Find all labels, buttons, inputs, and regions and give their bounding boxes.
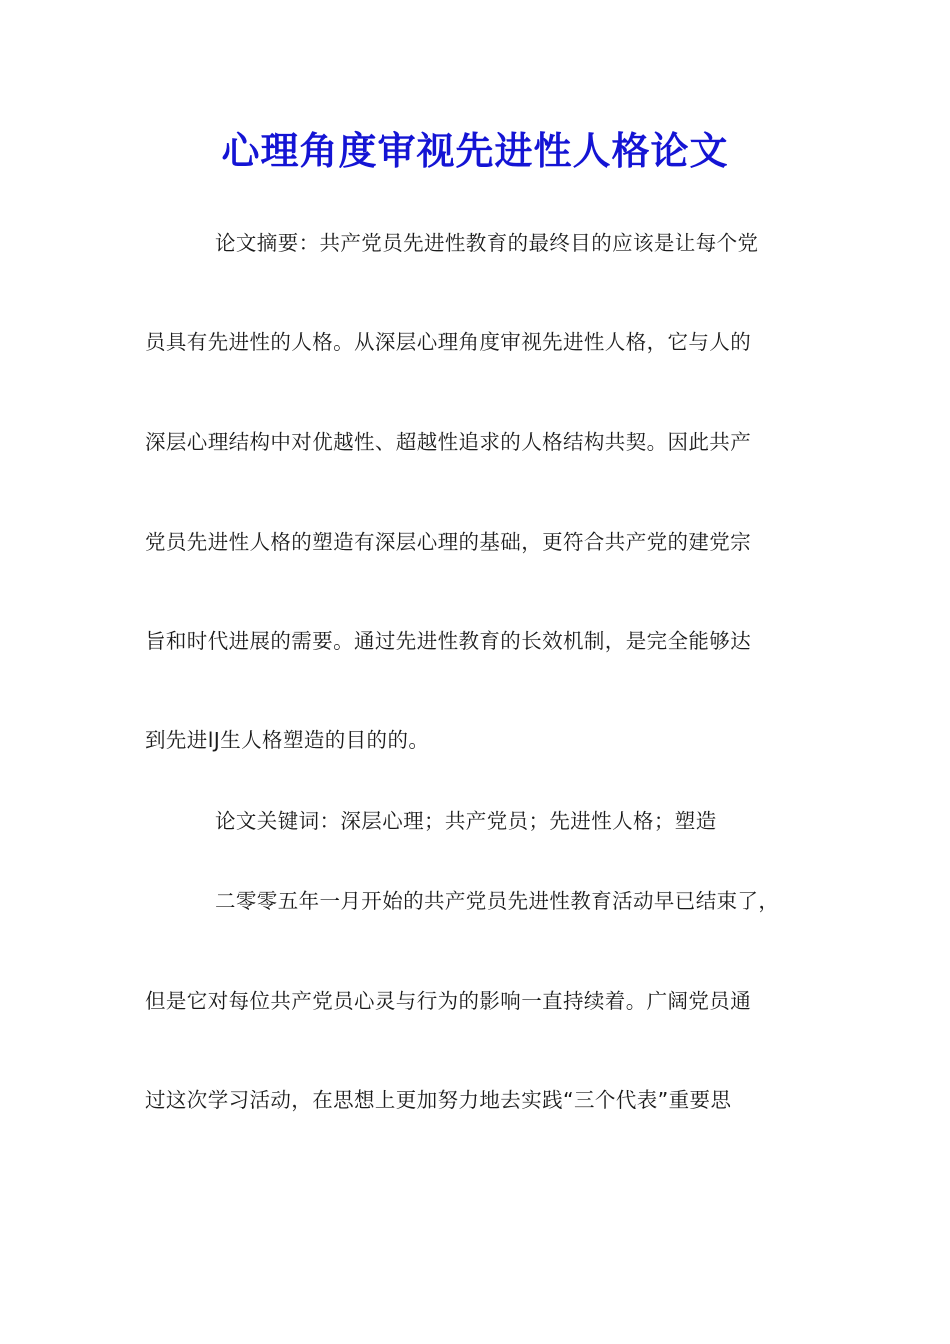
document-title: 心理角度审视先进性人格论文	[221, 128, 729, 173]
abstract-line-2: 员具有先进性的人格。从深层心理角度审视先进性人格，它与人的	[145, 330, 752, 354]
body-line-1: 二零零五年一月开始的共产党员先进性教育活动早已结束了，	[215, 889, 780, 913]
body-line-3: 过这次学习活动，在思想上更加努力地去实践“三个代表”重要思	[145, 1088, 732, 1112]
abstract-line-6: 到先进lJ生人格塑造的目的的。	[145, 728, 430, 752]
abstract-line-3: 深层心理结构中对优越性、超越性追求的人格结构共契。因此共产	[145, 430, 752, 454]
keywords-line: 论文关键词：深层心理；共产党员；先进性人格；塑造	[215, 809, 717, 833]
abstract-line-1: 论文摘要：共产党员先进性教育的最终目的应该是让每个党	[215, 231, 759, 255]
abstract-line-4: 党员先进性人格的塑造有深层心理的基础，更符合共产党的建党宗	[145, 530, 752, 554]
abstract-line-5: 旨和时代进展的需要。通过先进性教育的长效机制，是完全能够达	[145, 629, 752, 653]
body-line-2: 但是它对每位共产党员心灵与行为的影响一直持续着。广阔党员通	[145, 989, 752, 1013]
